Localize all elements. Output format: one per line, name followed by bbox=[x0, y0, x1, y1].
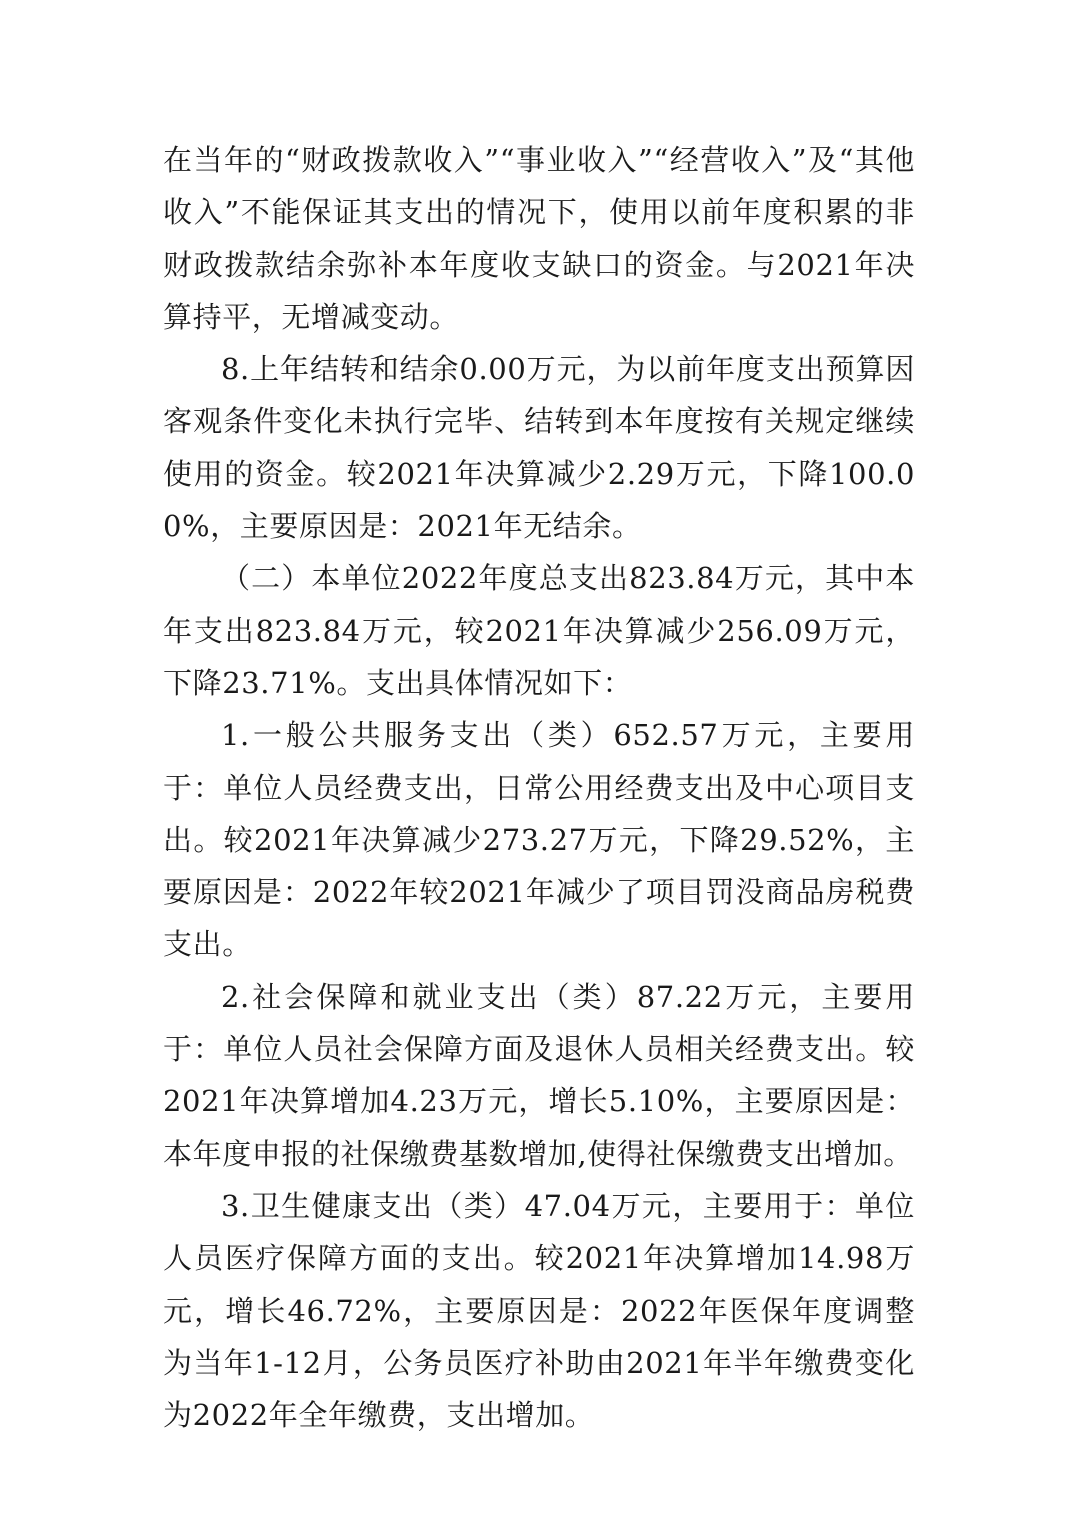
paragraph-health: 3.卫生健康支出（类）47.04万元，主要用于：单位人员医疗保障方面的支出。较2021年决算增加14.98万元，增长46.72%，主要原因是：2022年医保年度调整为当年1-12月，公务员医疗补助由2021年半年缴费变化为2022年全年缴费，支出增加。 bbox=[163, 1188, 915, 1433]
paragraph-non-fiscal-surplus: 在当年的“财政拨款收入”“事业收入”“经营收入”及“其他收入”不能保证其支出的情况下，使用以前年度积累的非财政拨款结余弥补本年度收支缺口的资金。与2021年决算持平，无增减变动。 bbox=[163, 143, 915, 334]
paragraph-carryover-balance: 8.上年结转和结余0.00万元，为以前年度支出预算因客观条件变化未执行完毕、结转到本年度按有关规定继续使用的资金。较2021年决算减少2.29万元，下降100.00%，主要原因是：2021年无结余。 bbox=[163, 352, 915, 544]
document-body bbox=[163, 134, 915, 1441]
paragraph-general-public-services: 1.一般公共服务支出（类）652.57万元，主要用于：单位人员经费支出，日常公用经费支出及中心项目支出。较2021年决算减少273.27万元，下降29.52%，主要原因是：2022年较2021年减少了项目罚没商品房税费支出。 bbox=[163, 718, 915, 962]
paragraph-social-security: 2.社会保障和就业支出（类）87.22万元，主要用于：单位人员社会保障方面及退休人员相关经费支出。较2021年决算增加4.23万元，增长5.10%，主要原因是：本年度申报的社保缴费基数增加,使得社保缴费支出增加。 bbox=[163, 979, 915, 1171]
paragraph-total-expenditure: （二）本单位2022年度总支出823.84万元，其中本年支出823.84万元，较2021年决算减少256.09万元，下降23.71%。支出具体情况如下： bbox=[163, 561, 915, 700]
